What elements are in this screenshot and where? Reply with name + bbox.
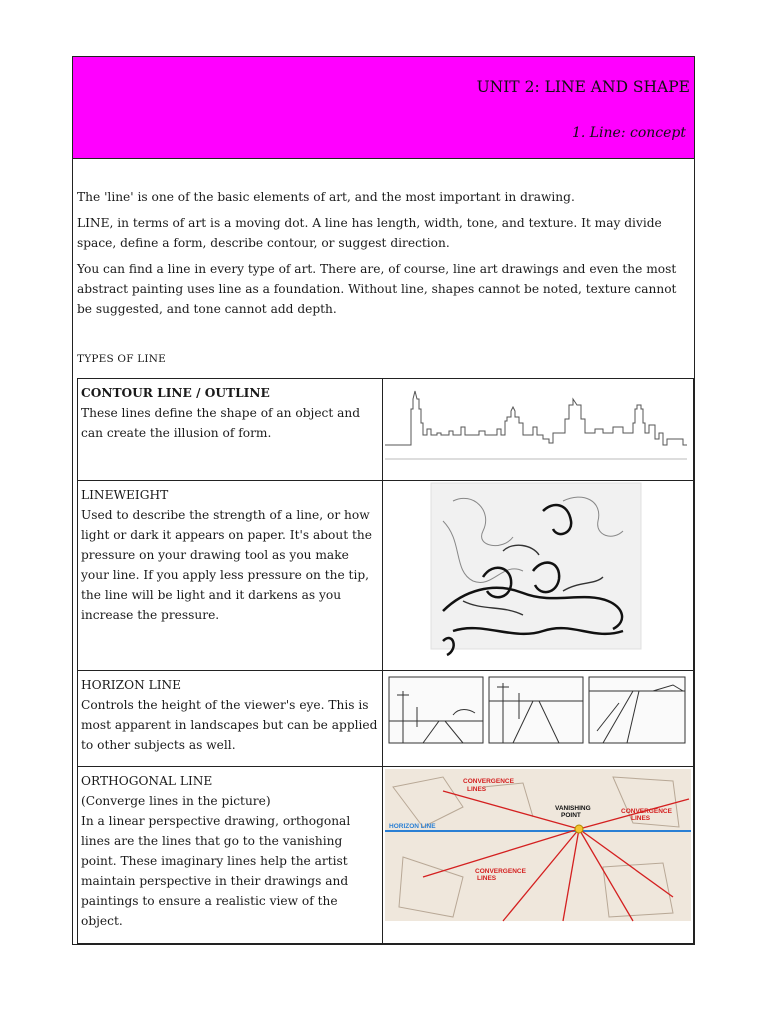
row-body: These lines define the shape of an object and can create the illusion of form.	[81, 406, 361, 440]
contour-line-text	[78, 379, 383, 481]
row-title: CONTOUR LINE / OUTLINE	[81, 386, 270, 400]
unit-title: UNIT 2: LINE AND SHAPE	[476, 78, 690, 96]
convergence-label-3b: LINES	[477, 875, 497, 882]
intro-paragraph: You can find a line in every type of art. There are, of course, line art drawings and even the most abstract painting uses line as a foundation. Without line, shapes cannot be noted, texture cannot be suggested, and tone cannot add depth.	[77, 262, 677, 316]
horizon-label: HORIZON LINE	[389, 823, 436, 830]
section-subtitle: 1. Line: concept	[571, 125, 686, 141]
horizon-panels	[383, 671, 693, 765]
convergence-label-2: CONVERGENCE	[621, 808, 672, 815]
table-row	[78, 767, 694, 944]
table-row	[78, 481, 694, 671]
types-heading: TYPES OF LINE	[77, 353, 166, 365]
row-title: HORIZON LINE	[81, 678, 182, 692]
convergence-label-3: CONVERGENCE	[475, 868, 526, 875]
table-row	[78, 671, 694, 767]
row-subtitle: (Converge lines in the picture)	[81, 794, 271, 808]
row-title: LINEWEIGHT	[81, 488, 169, 502]
lineweight-image	[383, 481, 694, 671]
intro-paragraph: LINE, in terms of art is a moving dot. A line has length, width, tone, and texture. It may divide space, define a form, describe contour, or suggest direction.	[77, 216, 662, 250]
lineweight-text	[78, 481, 383, 671]
row-body: Used to describe the strength of a line, or how light or dark it appears on paper. It's about the pressure on your drawing tool as you make your line. If you apply less pressure on the tip, the line will be light and it darkens as you increase the pressure.	[81, 508, 372, 622]
unit-header	[73, 57, 694, 159]
row-body: In a linear perspective drawing, orthogonal lines are the lines that go to the vanishing point. These imaginary lines help the artist maintain perspective in their drawings and paintings to ensure a realistic view of the object.	[81, 814, 351, 928]
intro-paragraph: The 'line' is one of the basic elements of art, and the most important in drawing.	[77, 190, 575, 204]
convergence-label-2b: LINES	[631, 815, 651, 822]
types-of-line-table	[77, 378, 694, 944]
lineweight-drawing	[383, 481, 693, 667]
orthogonal-line-text	[78, 767, 383, 944]
unit-frame	[72, 56, 695, 945]
skyline-outline-drawing	[383, 379, 693, 479]
intro-text	[77, 187, 689, 325]
vanishing-label: VANISHING	[555, 805, 591, 812]
horizon-line-text	[78, 671, 383, 767]
vanishing-label-b: POINT	[561, 812, 581, 819]
horizon-line-image	[383, 671, 694, 767]
contour-line-image	[383, 379, 694, 481]
row-title: ORTHOGONAL LINE	[81, 774, 213, 788]
convergence-label-1b: LINES	[467, 786, 487, 793]
convergence-label-1: CONVERGENCE	[463, 778, 514, 785]
perspective-drawing	[383, 767, 693, 942]
table-row	[78, 379, 694, 481]
orthogonal-line-image	[383, 767, 694, 944]
row-body: Controls the height of the viewer's eye. This is most apparent in landscapes but can be applied to other subjects as well.	[81, 698, 378, 752]
